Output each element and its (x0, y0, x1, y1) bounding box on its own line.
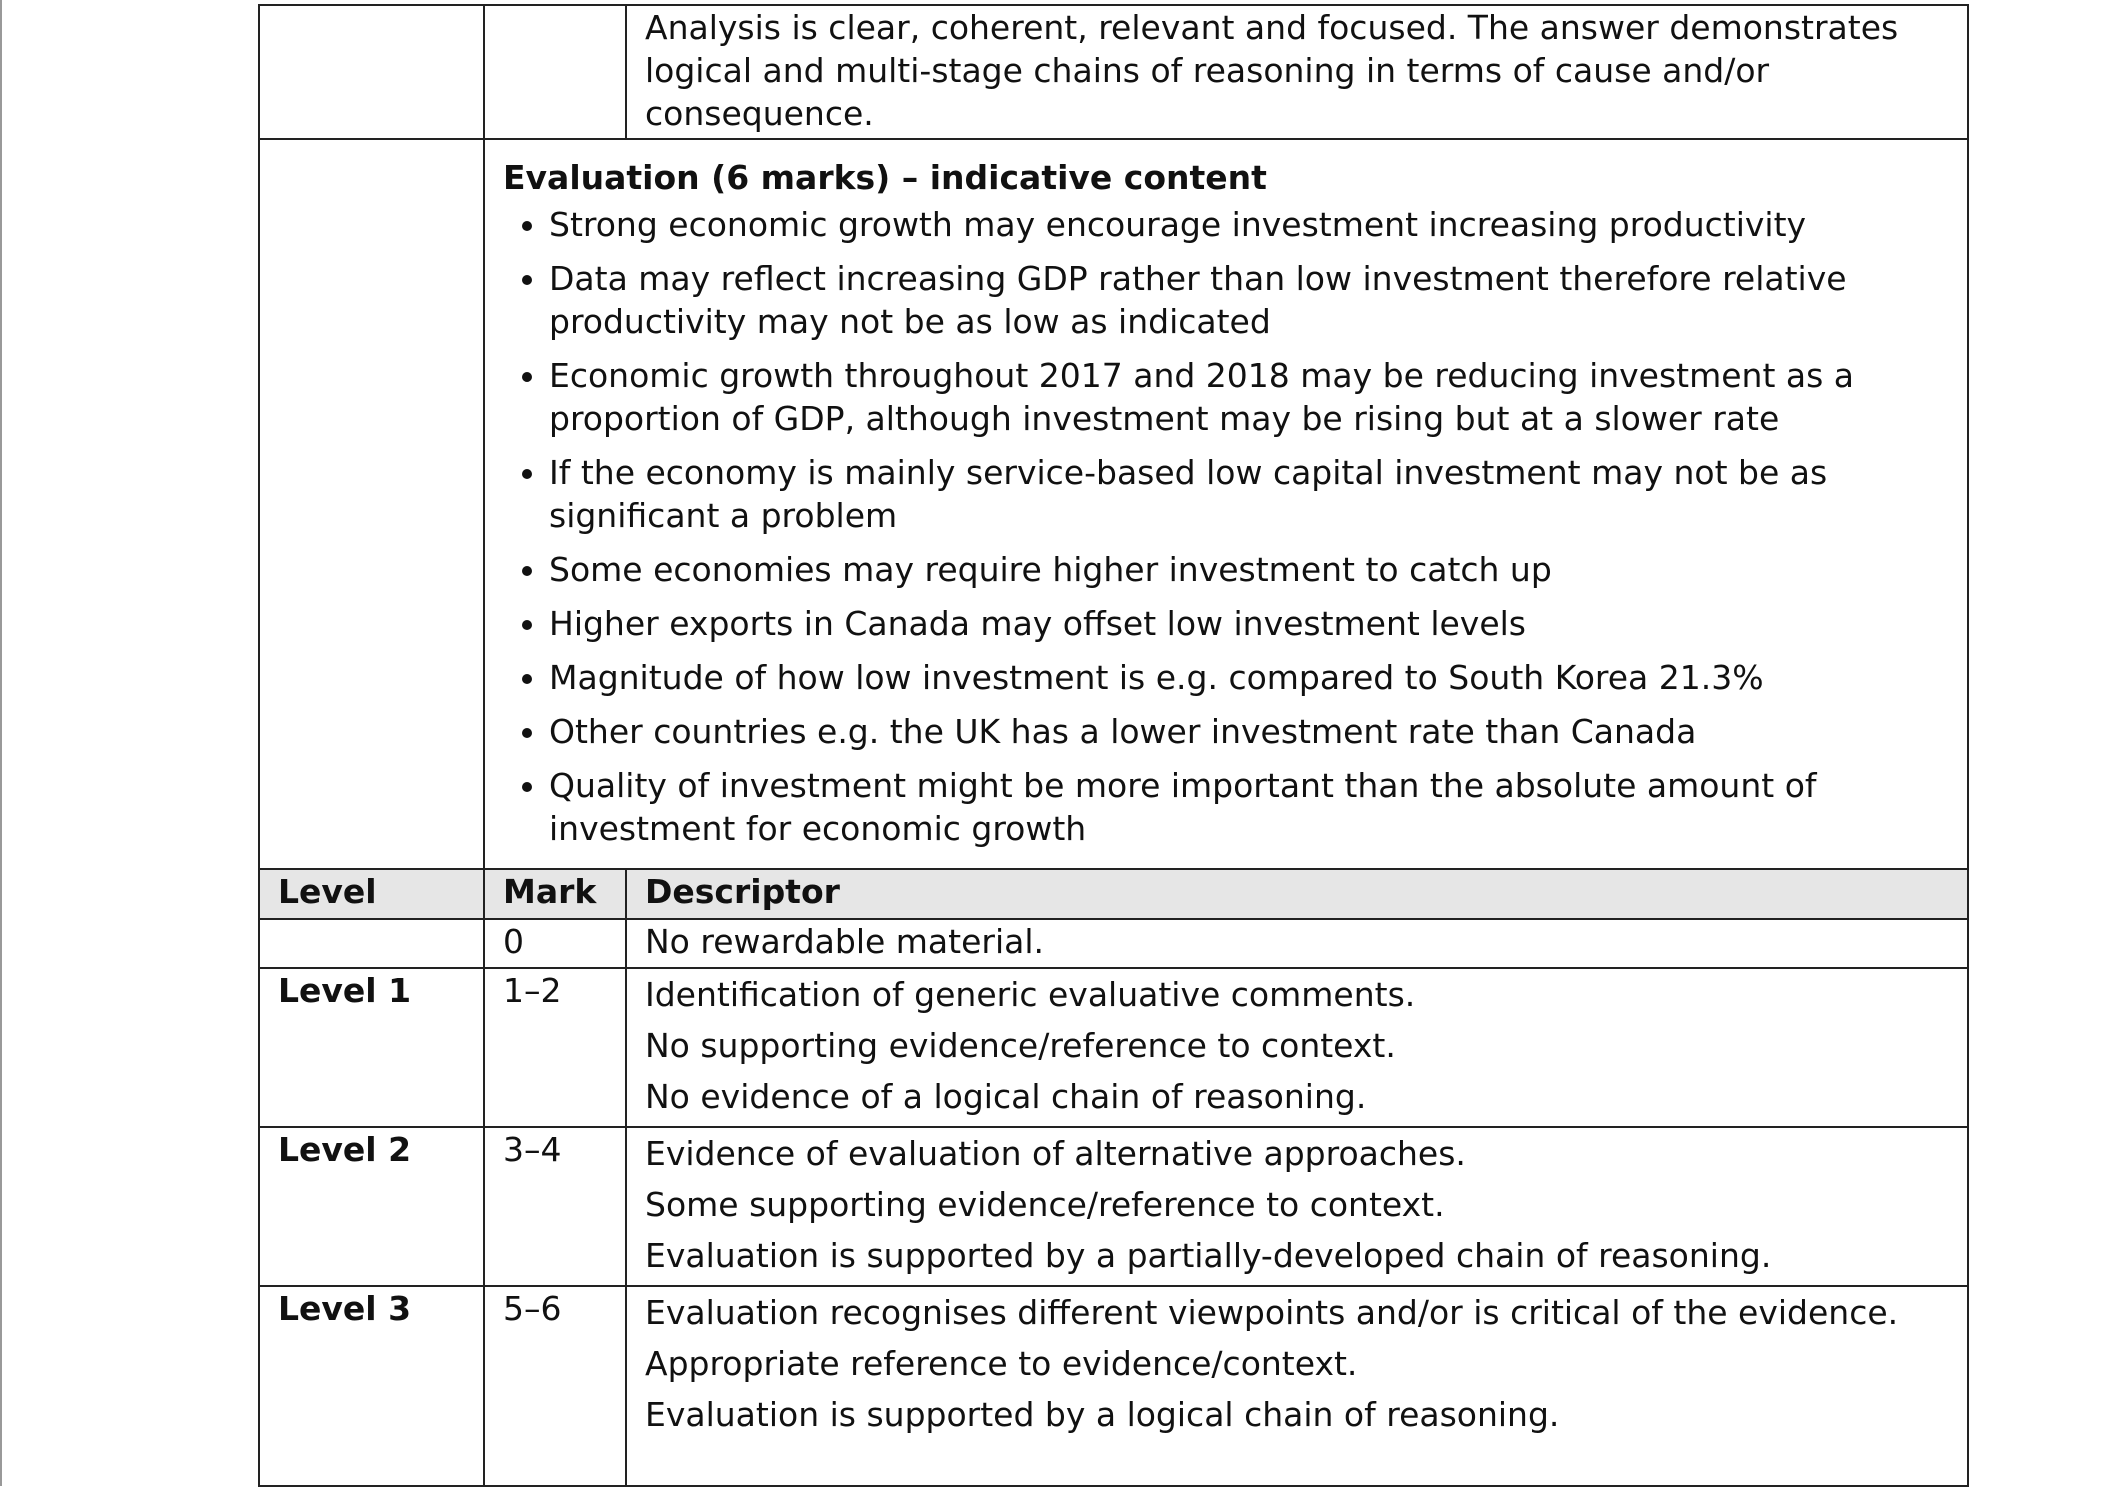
level-cell: Level 3 (259, 1286, 484, 1486)
table-row (259, 968, 1968, 1127)
list-item: • If the economy is mainly service-based low capital investment may not be as significant a problem (549, 451, 1949, 537)
list-item: • Higher exports in Canada may offset low investment levels (549, 602, 1949, 645)
table-header-row (259, 869, 1968, 919)
list-item: • Magnitude of how low investment is e.g. compared to South Korea 21.3% (549, 656, 1949, 699)
list-item: • Data may reflect increasing GDP rather than low investment therefore relative productivity may not be as low as indicated (549, 257, 1949, 343)
mark-scheme-table (258, 4, 1969, 1487)
mark-cell: 0 (484, 919, 626, 968)
mark-cell: 1–2 (484, 968, 626, 1127)
descriptor-cell: Analysis is clear, coherent, relevant and focused. The answer demonstrates logical and multi-stage chains of reasoning in terms of cause and/or consequence. (626, 5, 1968, 139)
mark-cell: 5–6 (484, 1286, 626, 1486)
evaluation-heading: Evaluation (6 marks) – indicative content (503, 158, 1267, 197)
table-row (259, 5, 1968, 139)
table-row (259, 919, 1968, 968)
list-item: • Strong economic growth may encourage investment increasing productivity (549, 203, 1949, 246)
descriptor-cell: Evaluation recognises different viewpoints and/or is critical of the evidence. Appropriate reference to evidence/context. Evaluation is supported by a logical chain of reasoning. (626, 1286, 1968, 1486)
evaluation-row (259, 139, 1968, 869)
descriptor-cell: Identification of generic evaluative comments. No supporting evidence/reference to context. No evidence of a logical chain of reasoning. (626, 968, 1968, 1127)
header-mark: Mark (484, 869, 626, 919)
list-item: • Other countries e.g. the UK has a lower investment rate than Canada (549, 710, 1949, 753)
indicative-content-list (503, 203, 1949, 850)
list-item: • Some economies may require higher investment to catch up (549, 548, 1949, 591)
table-row (259, 1127, 1968, 1286)
mark-cell: 3–4 (484, 1127, 626, 1286)
header-descriptor: Descriptor (626, 869, 1968, 919)
descriptor-cell: No rewardable material. (626, 919, 1968, 968)
list-item: • Economic growth throughout 2017 and 2018 may be reducing investment as a proportion of GDP, although investment may be rising but at a slower rate (549, 354, 1949, 440)
descriptor-cell: Evidence of evaluation of alternative approaches. Some supporting evidence/reference to context. Evaluation is supported by a partially-developed chain of reasoning. (626, 1127, 1968, 1286)
level-cell: Level 2 (259, 1127, 484, 1286)
header-level: Level (259, 869, 484, 919)
list-item: • Quality of investment might be more important than the absolute amount of investment for economic growth (549, 764, 1949, 850)
page-edge (0, 0, 2, 1486)
table-row (259, 1286, 1968, 1486)
level-cell: Level 1 (259, 968, 484, 1127)
